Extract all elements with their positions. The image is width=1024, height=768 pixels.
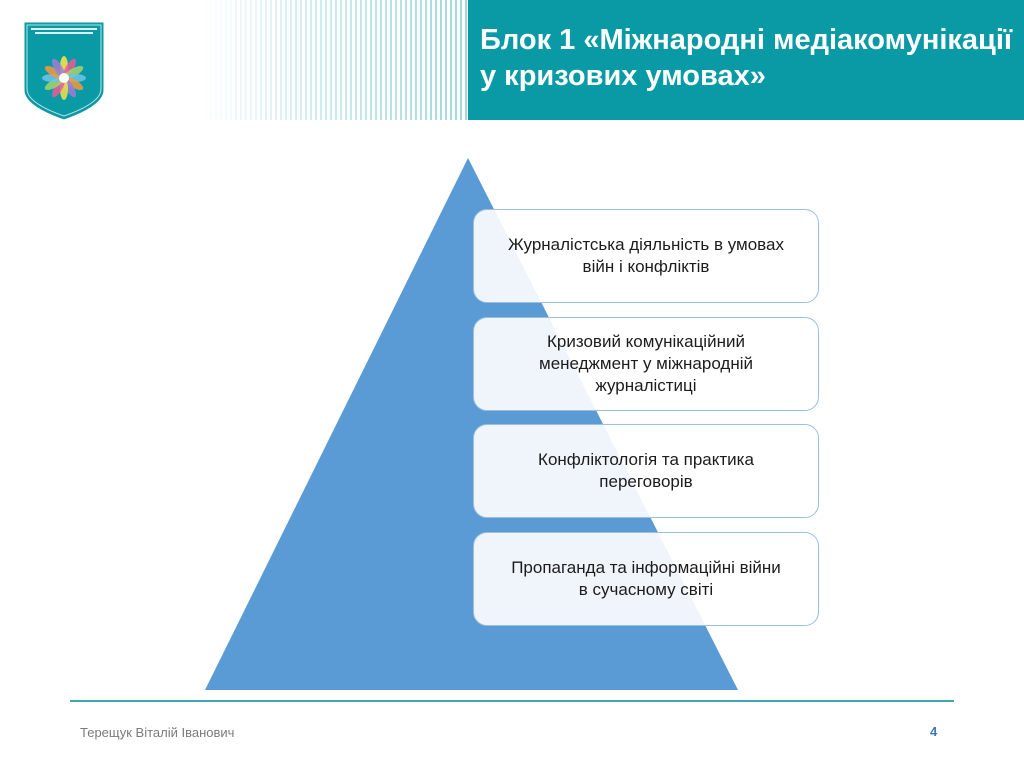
pyramid-item-3-label: Конфліктологія та практика переговорів — [538, 450, 754, 491]
pyramid-item-1-label: Журналістська діяльність в умовах війн і конфліктів — [508, 235, 784, 276]
pyramid-item-2 — [473, 317, 819, 411]
pyramid-item-2-label: Кризовий комунікаційний менеджмент у міжнародній журналістиці — [539, 332, 753, 395]
pyramid-item-4-label: Пропаганда та інформаційні війни в сучасному світі — [511, 558, 781, 599]
pyramid-item-3 — [473, 424, 819, 518]
footer-author: Терещук Віталій Іванович — [80, 725, 235, 740]
pyramid-item-4 — [473, 532, 819, 626]
slide-title-line-2: у кризових умовах» — [480, 60, 766, 92]
page-number: 4 — [930, 724, 938, 739]
pyramid-item-1 — [473, 209, 819, 303]
footer-divider — [70, 700, 954, 702]
slide-title-line-1: Блок 1 «Міжнародні медіакомунікації — [480, 24, 1013, 56]
